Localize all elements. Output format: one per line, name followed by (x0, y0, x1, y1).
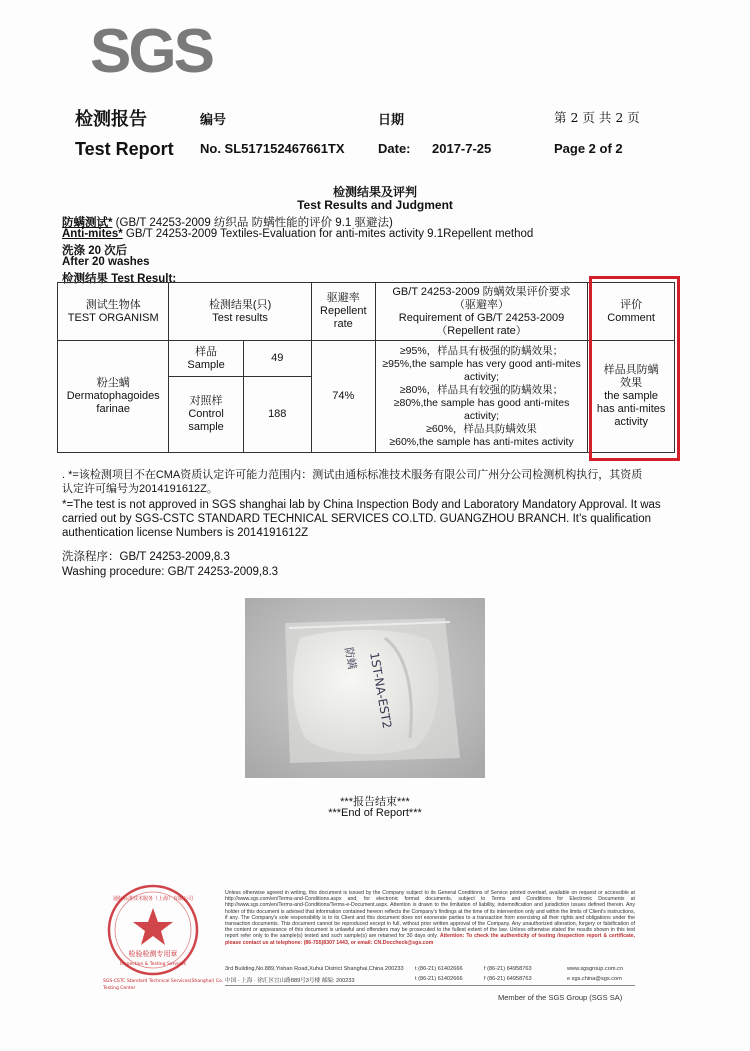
control-value: 188 (243, 377, 311, 453)
washing-procedure-cn: 洗涤程序：GB/T 24253-2009,8.3 (62, 551, 230, 563)
report-date-label: Date: (378, 141, 411, 156)
fax-2: f (86-21) 64958763 (484, 976, 532, 982)
results-table (57, 282, 675, 453)
stamp-under-cn: SGS-CSTC Standard Technical Services(Shanghai) Co., Ltd. (103, 979, 223, 984)
req-4: ≥80%,the sample has good anti-mites activity; (393, 396, 570, 422)
header-req-3: Requirement of GB/T 24253-2009 (398, 311, 565, 324)
sample-photo (245, 598, 485, 778)
stamp-under-en: Testing Center (103, 986, 136, 991)
header-rate-en: Repellent rate (320, 305, 367, 330)
cma-note-cn-1: . *=该检测项目不在CMA资质认定许可能力范围内：测试由通标标准技术服务有限公司广州分公司检测机构执行，其资质 (62, 469, 643, 481)
report-title-cn: 检测报告 (75, 109, 147, 130)
req-1: ≥95%，样品具有极强的防螨效果； (399, 344, 564, 357)
req-2: ≥95%,the sample has very good anti-mites activity; (382, 357, 581, 383)
table-row-sample (58, 341, 675, 377)
header-comment-cn: 评价 (620, 298, 643, 311)
rate-value: 74% (311, 341, 375, 453)
wash-en (62, 256, 150, 268)
tel-1: t (86-21) 61402666 (415, 966, 463, 972)
sample-label-cell (169, 341, 243, 377)
report-page-en: Page 2 of 2 (554, 141, 623, 156)
organism-en: Dermatophagoides farinae (66, 390, 160, 415)
stamp-seal (103, 882, 223, 1002)
sgs-member-note: Member of the SGS Group (SGS SA) (498, 993, 623, 1002)
wash-en-text: After 20 washes (62, 256, 150, 268)
header-rate (311, 283, 375, 341)
table-header-row (58, 283, 675, 341)
tel-2: t (86-21) 61402666 (415, 976, 463, 982)
results-title-en: Test Results and Judgment (297, 198, 453, 212)
report-page-cn: 第 2 页 共 2 页 (554, 110, 640, 125)
bag-handwriting-2: 防螨 (342, 646, 359, 671)
end-of-report-en: ***End of Report*** (328, 807, 422, 819)
comment-en: the sample has anti-mites activity (596, 390, 666, 428)
req-3: ≥80%，样品具有较强的防螨效果； (399, 383, 564, 396)
stamp-en-text: Inspection & Testing Services (120, 962, 186, 967)
header-rate-cn: 驱避率 (326, 292, 360, 304)
address-cn: 中国 · 上海 · 徐汇区宜山路889号3号楼 邮编: 200233 (225, 978, 355, 984)
fine-print-text: Unless otherwise agreed in writing, this document is issued by the Company subject to its General Conditions of Service printed overleaf, available on request or accessible at http://www.sgs.com/en/Terms-and-Conditions.aspx and, for electronic format documents, subject to Terms and Conditions for Electronic Documents at http://www.sgs.com/en/Terms-and-Conditions/Terms-e-Document.aspx. Attention is drawn to the limitation of liability, indemnification and jurisdiction issues defined therein. Any holder of this document is advised that information contained hereon reflects the Company's findings at the time of its intervention only and within the limits of Client's instructions, if any. The Company's sole responsibility is to its Client and this document does not exonerate parties to a transaction from exercising all their rights and obligations under the transaction documents. This document cannot be reproduced except in full, without prior written approval of the Company. Any unauthorized alteration, forgery or falsification of the content or appearance of this document is unlawful and offenders may be prosecuted to the fullest extent of the law. Unless otherwise stated the results shown in this test report refer only to the sample(s) tested and such sample(s) are retained for 30 days only. (225, 890, 635, 940)
comment-cn: 样品具防螨效果 (603, 364, 659, 389)
method-en-line (62, 228, 533, 240)
sample-value: 49 (243, 341, 311, 377)
report-no-cn: 编号 (200, 112, 227, 127)
results-title-cn: 检测结果及评判 (332, 185, 417, 199)
method-en-text: GB/T 24253-2009 Textiles-Evaluation for anti-mites activity 9.1Repellent method (122, 228, 534, 240)
method-cn-label: 防螨测试* (62, 217, 113, 229)
req-6: ≥60%,the sample has anti-mites activity (389, 435, 574, 448)
address-en: 3rd Building,No.889,Yishan Road,Xuhui District Shanghai,China 200233 (225, 966, 404, 972)
report-title-en: Test Report (75, 139, 174, 159)
header-req-4: （Repellent rate） (436, 324, 527, 337)
cma-note-cn-2: 认定许可编号为2014191612Z。 (62, 483, 218, 495)
req-5: ≥60%，样品具防螨效果 (426, 422, 537, 435)
end-of-report-cn: ***报告结束*** (340, 796, 410, 808)
stamp-center-text: 检验检测专用章 (128, 950, 178, 958)
comment-highlight-box (589, 276, 680, 461)
header-organism-en: TEST ORGANISM (67, 311, 159, 324)
sgs-logo (90, 17, 212, 86)
stamp-top-text: 通标标准技术服务（上海）有限公司 (112, 896, 194, 902)
sample-cn: 样品 (195, 345, 218, 358)
test-result-label-text: 检测结果 Test Result: (62, 273, 177, 285)
header-comment-en: Comment (607, 311, 655, 324)
control-label-cell (169, 377, 243, 453)
cma-note-cn (62, 468, 682, 496)
requirement-cell (375, 341, 588, 453)
header-req-2: （驱避率） (454, 298, 510, 311)
sample-bag-illustration (245, 598, 485, 778)
footer-divider (225, 985, 635, 986)
control-en: Control sample (188, 408, 224, 433)
header-results (169, 283, 311, 341)
fax-1: f (86-21) 64958763 (484, 966, 532, 972)
organism-cn: 粉尘螨 (96, 377, 130, 389)
sgs-logo-text: SGS (90, 17, 212, 86)
footer-fine-print (225, 890, 635, 946)
method-en-label: Anti-mites* (62, 228, 123, 240)
company-stamp (103, 882, 223, 1002)
header-organism (58, 283, 169, 341)
authenticity-notice: Attention: To check the authenticity of testing /inspection report & certificate, please contact us at telephone: (86-755)8307 1443, or email: CN.Doccheck@sgs.com (225, 933, 635, 946)
header-results-en: Test results (212, 311, 268, 324)
report-number: No. SL517152467661TX (200, 141, 345, 156)
header-results-cn: 检测结果(只) (208, 298, 272, 311)
sample-en: Sample (187, 358, 225, 371)
wash-cn-text: 洗涤 20 次后 (62, 245, 128, 257)
washing-procedure-en: Washing procedure: GB/T 24253-2009,8.3 (62, 566, 279, 578)
website: www.sgsgroup.com.cn (567, 966, 623, 972)
method-cn-text: (GB/T 24253-2009 纺织品 防螨性能的评价 9.1 驱避法) (112, 217, 393, 229)
cma-note-en: *=The test is not approved in SGS shanghai lab by China Inspection Body and Laboratory Mandatory Approval. It was carried out by SGS-CSTC STANDARD TECHNICAL SERVICES CO.LTD. GUANGZHOU BRANCH. It’s qualification authentication license Numbers is 2014191612Z (62, 499, 661, 539)
contact-email: e sgs.china@sgs.com (567, 976, 622, 982)
bag-handwriting-1: 1ST-NA-EST2 (367, 651, 395, 730)
organism-cell (58, 341, 169, 453)
control-cn: 对照样 (189, 395, 223, 407)
report-date-value: 2017-7-25 (432, 141, 492, 156)
header-req-1: GB/T 24253-2009 防螨效果评价要求 (392, 285, 571, 298)
header-organism-cn: 测试生物体 (85, 298, 141, 311)
report-date-cn: 日期 (378, 112, 405, 127)
header-requirement (375, 283, 588, 341)
